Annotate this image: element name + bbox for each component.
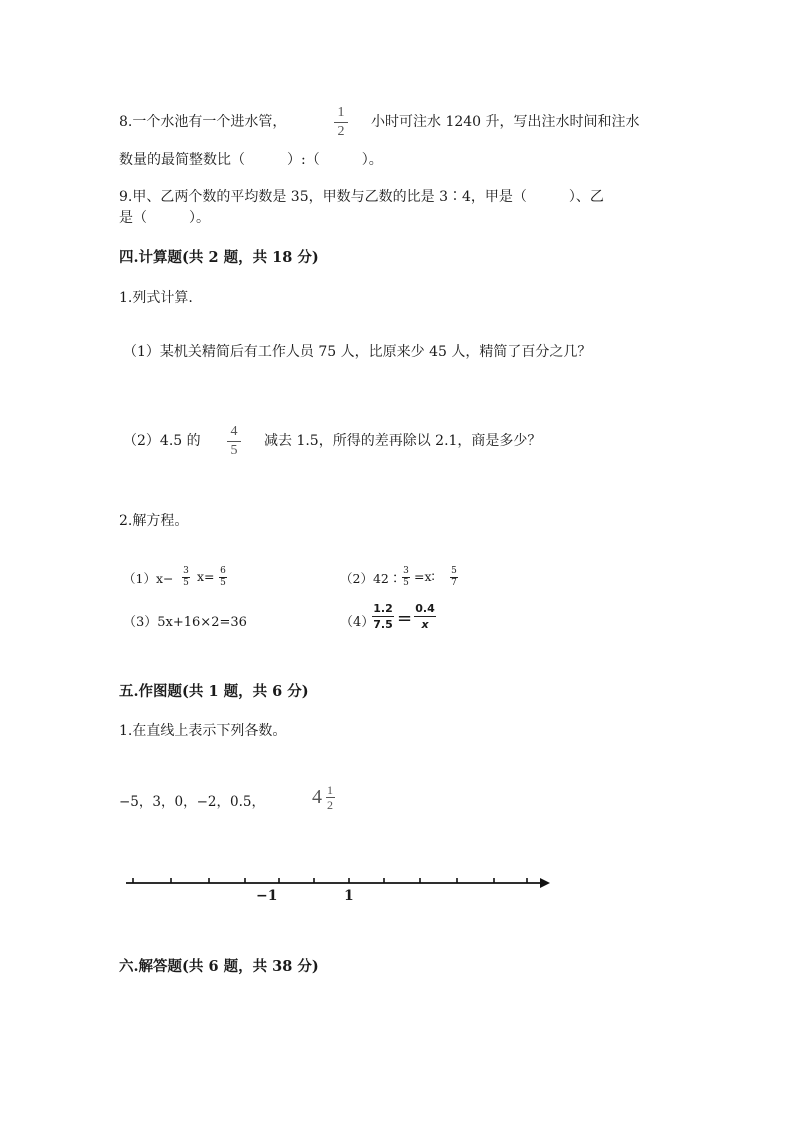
section5-title: 五.作图题(共 1 题，共 6 分) — [119, 683, 309, 700]
s5-numbers: −5，3，0，−2，0.5， — [119, 794, 265, 810]
eq4-f1-den: 7.5 — [373, 618, 393, 631]
s4-q1-part2a: （2）4.5 的 — [123, 433, 201, 449]
eq1-f1-den: 5 — [183, 578, 189, 588]
s4-q1-part1: （1）某机关精简后有工作人员 75 人，比原来少 45 人，精简了百分之几？ — [123, 344, 592, 360]
eq4-f2-den: x — [421, 618, 429, 631]
s4-q1-title: 1.列式计算. — [119, 290, 193, 306]
q8-line1-part2: 小时可注水 1240 升，写出注水时间和注水 — [371, 114, 640, 130]
q8-line2: 数量的最简整数比（ ）:（ ）。 — [119, 152, 383, 168]
eq4-f2-num: 0.4 — [415, 602, 435, 615]
s5-q1-title: 1.在直线上表示下列各数。 — [119, 723, 287, 739]
q8-line1-part1: 8.一个水池有一个进水管， — [119, 114, 287, 130]
number-line-arrow — [540, 878, 550, 888]
eq1-f1-num: 3 — [183, 566, 189, 576]
q8-frac-den: 2 — [337, 124, 345, 139]
section6-title: 六.解答题(共 6 题，共 38 分) — [119, 958, 319, 975]
eq2-part-b: =x∶ — [414, 569, 435, 584]
eq1-part-a: （1）x− — [123, 571, 174, 586]
s4-q2-title: 2.解方程。 — [119, 513, 189, 529]
q9-line1: 9.甲、乙两个数的平均数是 35，甲数与乙数的比是 3∶4，甲是（ ）、乙 — [119, 189, 604, 205]
s4-q1-frac-den: 5 — [230, 443, 238, 458]
mixed-whole: 4 — [312, 786, 322, 808]
eq4-f1-num: 1.2 — [373, 602, 393, 615]
eq1-f2-num: 6 — [220, 566, 226, 576]
q9-line2: 是（ ）。 — [119, 210, 210, 226]
eq3: （3）5x+16×2=36 — [123, 615, 247, 630]
eq2-f2-den: 7 — [451, 578, 457, 588]
q8-frac-num: 1 — [337, 105, 345, 120]
eq2-f1-num: 3 — [403, 566, 409, 576]
number-line-label-1: 1 — [344, 888, 354, 904]
section4-title: 四.计算题(共 2 题，共 18 分) — [119, 249, 319, 266]
eq2-part-a: （2）42∶ — [340, 571, 402, 586]
s4-q1-frac-num: 4 — [230, 424, 238, 439]
eq1-part-b: x= — [197, 569, 215, 584]
eq2-f2-num: 5 — [451, 566, 457, 576]
number-line-label-neg1: −1 — [256, 888, 278, 904]
mixed-num: 1 — [327, 783, 333, 797]
eq4-equals: = — [397, 608, 413, 629]
s4-q1-part2b: 减去 1.5，所得的差再除以 2.1，商是多少？ — [264, 433, 542, 449]
eq4-label: （4） — [340, 615, 375, 630]
mixed-den: 2 — [327, 798, 333, 812]
eq2-f1-den: 5 — [403, 578, 409, 588]
eq1-f2-den: 5 — [220, 578, 226, 588]
